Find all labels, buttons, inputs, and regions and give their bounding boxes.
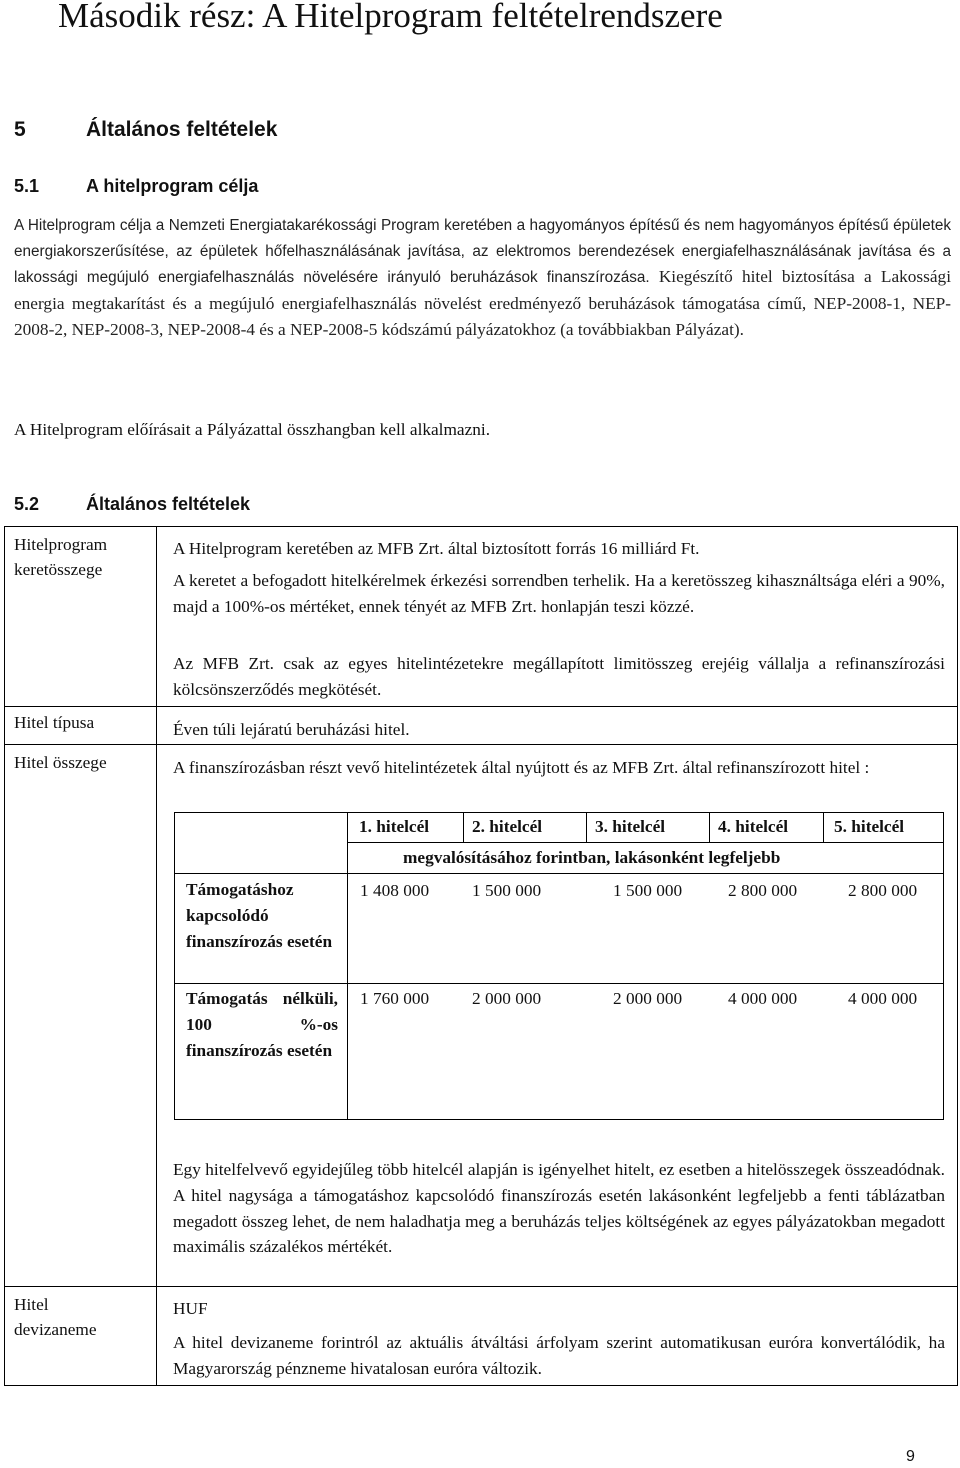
supported-value-5: 2 800 000 [848,881,918,900]
supported-value-2: 1 500 000 [472,881,542,900]
budget-usage-text: A keretet a befogadott hitelkérelmek érkezési sorrendben terhelik. Ha a keretösszeg kihasználtsága eléri a 90%, majd a 100%-os mértéket, ennek tényét az MFB Zrt. honlapján teszi közzé. [173,571,945,616]
label-loan-amount: Hitel összege [14,753,107,772]
inner-column-divider [586,812,587,842]
section-5-title: Általános feltételek [86,118,278,141]
label-program-budget: Hitelprogram keretösszege [14,535,108,579]
section-5-2-title: Általános feltételek [86,494,251,514]
loan-currency-value: HUF [173,1299,208,1318]
section-5-1-paragraph [14,213,951,344]
inner-column-divider [463,812,464,842]
table-row-divider [4,744,958,745]
loan-amount-notes: Egy hitelfelvevő egyidejűleg több hitelcél alapján is igényelhet hitelt, ez esetben a hitelösszegek összeadódnak. A hitel nagysága a támogatáshoz kapcsolódó finanszírozás esetén lakásonként legfeljebb a fenti táblázatban megadott összeg lehet, de nem haladhatja meg a beruházás teljes költségének az egyes pályázatokban megadott maximális százalékos mértékét. [173,1160,945,1257]
supported-value-3: 1 500 000 [613,881,683,900]
column-header-1: 1. hitelcél [359,817,430,836]
section-5-1-heading [14,174,258,198]
column-header-5: 5. hitelcél [834,817,905,836]
section-5-heading [14,116,277,144]
unsupported-value-3: 2 000 000 [613,989,683,1008]
unsupported-value-5: 4 000 000 [848,989,918,1008]
section-5-number: 5 [14,118,26,141]
table-row-divider [4,706,958,707]
row-label-supported: Támogatáshoz kapcsolódó finanszírozás esetén [186,880,333,951]
table-subheader: megvalósításához forintban, lakásonként legfeljebb [403,848,781,867]
label-loan-type: Hitel típusa [14,713,95,732]
table-row-divider [4,1286,958,1287]
section-5-1-title: A hitelprogram célja [86,176,259,196]
loan-type-text: Éven túli lejáratú beruházási hitel. [173,720,410,739]
application-rule-text: A Hitelprogram előírásait a Pályázattal összhangban kell alkalmazni. [14,420,491,439]
inner-column-divider [709,812,710,842]
table-column-divider [156,526,157,1386]
inner-row-divider [174,873,944,874]
column-header-4: 4. hitelcél [718,817,789,836]
supported-value-4: 2 800 000 [728,881,798,900]
label-loan-currency: Hitel devizaneme [14,1295,97,1339]
page-number: 9 [906,1448,915,1465]
column-header-3: 3. hitelcél [595,817,666,836]
currency-conversion-text: A hitel devizaneme forintról az aktuális átváltási árfolyam szerint automatikusan euróra konvertálódik, ha Magyarország pénzneme hivatalosan euróra változik. [173,1333,945,1378]
loan-amount-intro: A finanszírozásban részt vevő hitelintézetek által nyújtott és az MFB Zrt. által refinanszírozott hitel : [173,758,870,777]
inner-column-divider [823,812,824,842]
supported-value-1: 1 408 000 [360,881,430,900]
budget-limit-text: Az MFB Zrt. csak az egyes hitelintézetekre megállapított limitösszeg erejéig vállalja a refinanszírozási kölcsönszerződés megkötését. [173,654,945,699]
unsupported-value-4: 4 000 000 [728,989,798,1008]
inner-column-divider [347,812,348,1120]
part-title: Második rész: A Hitelprogram feltételrendszere [58,0,723,35]
section-5-2-heading [14,492,250,516]
unsupported-value-2: 2 000 000 [472,989,542,1008]
column-header-2: 2. hitelcél [472,817,543,836]
budget-source-text: A Hitelprogram keretében az MFB Zrt. által biztosított forrás 16 milliárd Ft. [173,539,700,558]
unsupported-value-1: 1 760 000 [360,989,430,1008]
section-5-2-number: 5.2 [14,494,40,514]
inner-row-divider [174,983,944,984]
inner-row-divider [347,842,944,843]
supplementary-loan-text: Kiegészítő hitel biztosítása a Lakossági energia megtakarítást és a megújuló energiafelhasználás növelést eredményező beruházások támogatása című, NEP-2008-1, NEP-2008-2, NEP-2008-3, NEP-2008-4 és a NEP-2008-5 kódszámú pályázatokhoz (a továbbiakban Pályázat). [14,267,951,339]
section-5-1-number: 5.1 [14,176,40,196]
row-label-unsupported: Támogatás nélküli, 100 %-os finanszírozás esetén [186,989,338,1060]
goal-text: A Hitelprogram célja a Nemzeti Energiatakarékossági Program keretében a hagyományos építésű és nem hagyományos építésű épületek energiakorszerűsítése, az épületek hőfelhasználásának javítása, az elektromos berendezések energiafelhasználásának javítása és a lakossági megújuló energiafelhasználás növelésére irányuló beruházások finanszírozása. [14,217,951,286]
